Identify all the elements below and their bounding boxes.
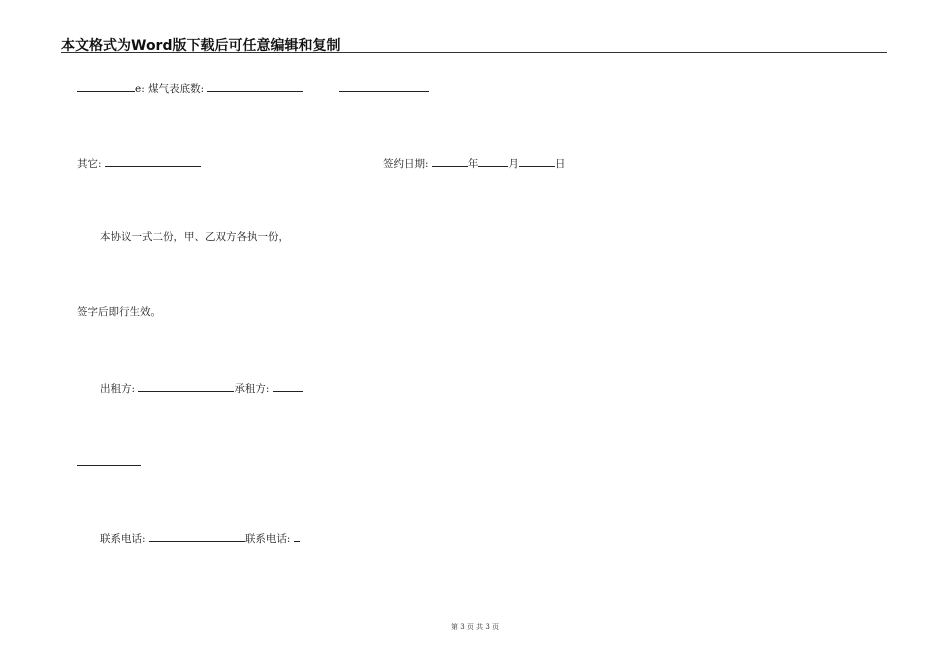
lessor-field[interactable] bbox=[138, 380, 234, 392]
lessee-field-continuation[interactable] bbox=[77, 454, 141, 466]
month-label: 月 bbox=[508, 158, 519, 170]
gas-meter-label: 煤气表底数: bbox=[148, 83, 208, 95]
year-field[interactable] bbox=[432, 155, 468, 167]
effective-paragraph: 签字后即行生效。 bbox=[77, 306, 161, 318]
phone-field-2[interactable] bbox=[294, 530, 300, 542]
phone-field-1[interactable] bbox=[149, 530, 245, 542]
parties-row bbox=[100, 380, 303, 396]
lessee-field[interactable] bbox=[273, 380, 303, 392]
document-header-title: 本文格式为Word版下载后可任意编辑和复制 bbox=[61, 38, 341, 54]
lessee-label: 承租方: bbox=[234, 383, 273, 395]
month-field[interactable] bbox=[478, 155, 508, 167]
meter-reading-row bbox=[77, 80, 429, 96]
other-row bbox=[77, 155, 201, 171]
phone-label-2: 联系电话: bbox=[244, 533, 294, 545]
phone-row bbox=[100, 530, 300, 546]
year-label: 年 bbox=[467, 158, 479, 170]
sign-date-row bbox=[383, 155, 565, 171]
blank-field-extra[interactable] bbox=[339, 80, 429, 92]
other-field[interactable] bbox=[105, 155, 201, 167]
day-label: 日 bbox=[554, 158, 566, 170]
agreement-copies-paragraph: 本协议一式二份，甲、乙双方各执一份， bbox=[100, 231, 289, 243]
sign-date-label: 签约日期: bbox=[383, 158, 432, 170]
gas-meter-field[interactable] bbox=[207, 80, 303, 92]
page-number: 第 3 页 共 3 页 bbox=[450, 623, 500, 631]
day-field[interactable] bbox=[519, 155, 555, 167]
lessor-label: 出租方: bbox=[100, 383, 139, 395]
lessee-field-continuation-row bbox=[77, 454, 141, 470]
other-label: 其它: bbox=[77, 158, 105, 170]
phone-label-1: 联系电话: bbox=[100, 533, 149, 545]
row-suffix-text: e: bbox=[135, 83, 149, 95]
blank-field[interactable] bbox=[77, 80, 135, 92]
header-divider bbox=[61, 52, 887, 53]
